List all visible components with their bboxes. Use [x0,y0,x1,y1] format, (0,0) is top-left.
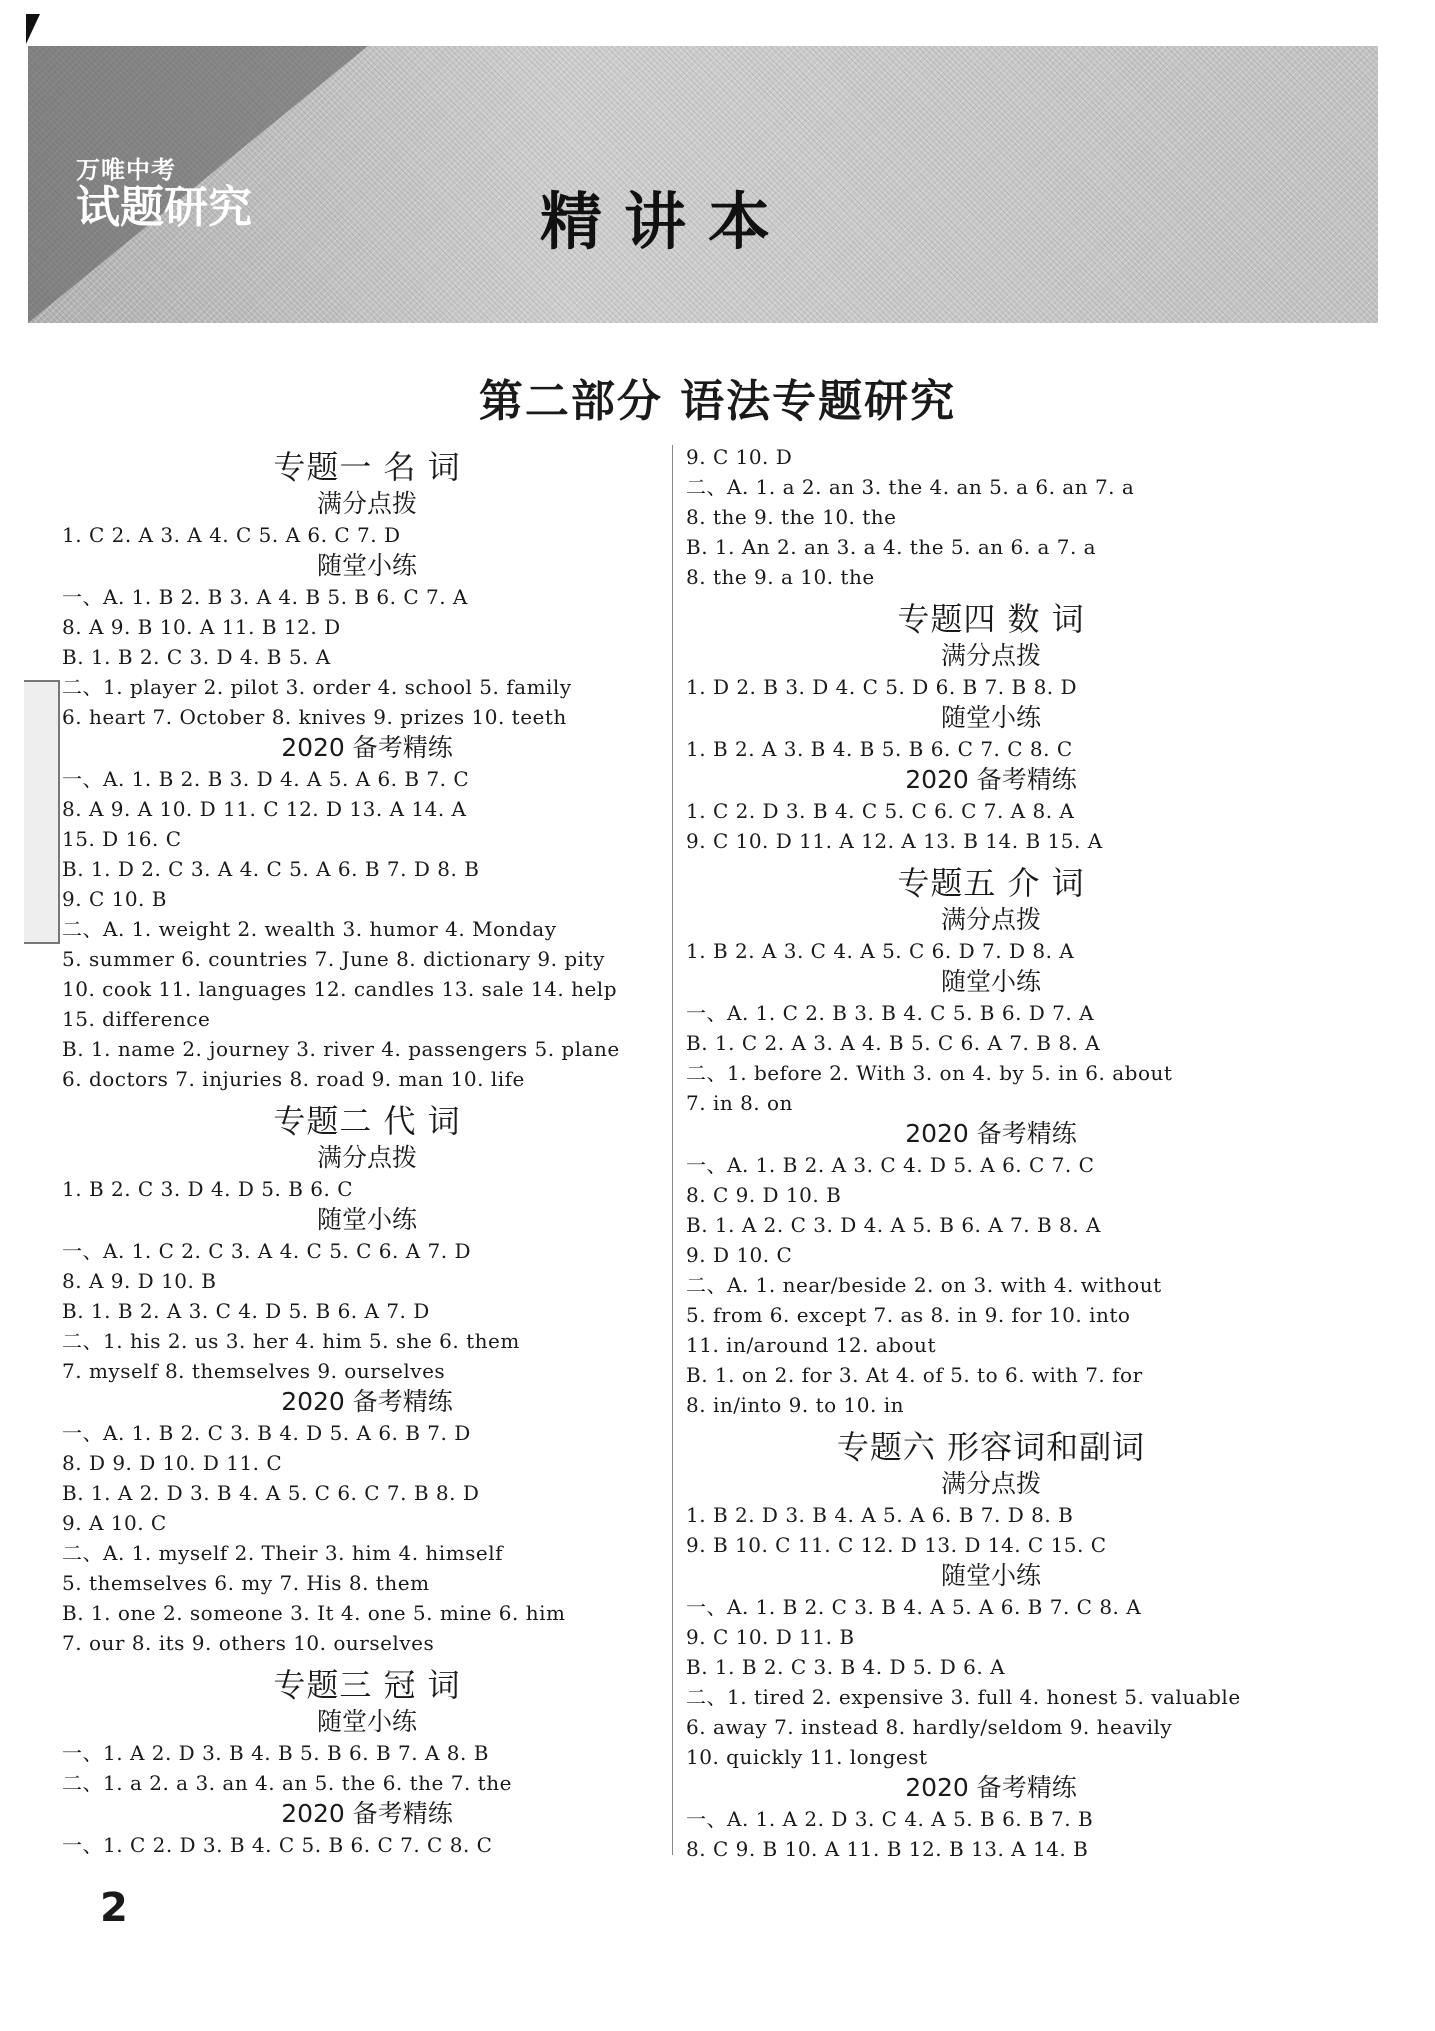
answer-line: B. 1. B 2. C 3. B 4. D 5. D 6. A [686,1655,1006,1679]
answer-line: 8. A 9. D 10. B [62,1269,217,1293]
answer-line: 8. D 9. D 10. D 11. C [62,1451,283,1475]
section-heading: 2020 备考精练 [905,765,1077,794]
answer-line: B. 1. B 2. C 3. D 4. B 5. A [62,645,331,669]
section-heading: 满分点拨 [940,641,1041,670]
answer-line: 一、1. A 2. D 3. B 4. B 5. B 6. B 7. A 8. B [62,1741,489,1765]
answer-line: 1. B 2. A 3. C 4. A 5. C 6. D 7. D 8. A [686,939,1075,963]
answer-line: 一、A. 1. C 2. C 3. A 4. C 5. C 6. A 7. D [62,1239,472,1263]
answer-line: 8. A 9. A 10. D 11. C 12. D 13. A 14. A [62,797,467,821]
answer-line: 1. B 2. C 3. D 4. D 5. B 6. C [62,1177,353,1201]
answer-line: 1. C 2. A 3. A 4. C 5. A 6. C 7. D [62,523,401,547]
answer-line: 二、A. 1. myself 2. Their 3. him 4. himself [62,1541,504,1565]
answer-line: 6. away 7. instead 8. hardly/seldom 9. heavily [686,1715,1173,1739]
answer-line: 一、A. 1. C 2. B 3. B 4. C 5. B 6. D 7. A [686,1001,1095,1025]
section-heading: 随堂小练 [940,703,1041,732]
section-heading: 2020 备考精练 [905,1773,1077,1802]
section-heading: 随堂小练 [940,1561,1041,1590]
topic-heading: 专题一 名 词 [273,448,461,486]
answer-line: 二、1. before 2. With 3. on 4. by 5. in 6. about [686,1061,1173,1085]
answer-line: 9. C 10. D 11. B [686,1625,855,1649]
section-heading: 2020 备考精练 [281,733,453,762]
answer-line: B. 1. one 2. someone 3. It 4. one 5. mine 6. him [62,1601,566,1625]
topic-heading: 专题五 介 词 [897,864,1085,902]
corner-mark [26,14,40,44]
answer-line: 9. C 10. B [62,887,167,911]
logo-title: 试题研究 [76,182,252,233]
section-heading: 满分点拨 [316,1143,417,1172]
answer-line: 9. C 10. D [686,445,793,469]
answer-line: 9. B 10. C 11. C 12. D 13. D 14. C 15. C [686,1533,1107,1557]
part-title: 第二部分 语法专题研究 [478,376,957,427]
answer-line: 一、A. 1. A 2. D 3. C 4. A 5. B 6. B 7. B [686,1807,1094,1831]
topic-heading: 专题六 形容词和副词 [836,1428,1146,1466]
answer-line: 9. D 10. C [686,1243,793,1267]
answer-line: B. 1. A 2. C 3. D 4. A 5. B 6. A 7. B 8. A [686,1213,1101,1237]
answer-line: 7. our 8. its 9. others 10. ourselves [62,1631,435,1655]
section-heading: 2020 备考精练 [281,1799,453,1828]
answer-line: 6. heart 7. October 8. knives 9. prizes 10. teeth [62,705,567,729]
banner-title: 精讲本 [540,185,793,258]
answer-line: 15. difference [62,1007,211,1031]
answer-line: 7. myself 8. themselves 9. ourselves [62,1359,446,1383]
answer-line: 二、A. 1. weight 2. wealth 3. humor 4. Monday [62,917,557,941]
column-divider [672,445,673,1855]
answer-line: 一、A. 1. B 2. B 3. A 4. B 5. B 6. C 7. A [62,585,468,609]
section-heading: 随堂小练 [316,551,417,580]
answer-line: 二、A. 1. near/beside 2. on 3. with 4. without [686,1273,1162,1297]
answer-line: 5. summer 6. countries 7. June 8. dictionary 9. pity [62,947,605,971]
section-heading: 2020 备考精练 [905,1119,1077,1148]
answer-line: 8. C 9. B 10. A 11. B 12. B 13. A 14. B [686,1837,1089,1861]
answer-line: B. 1. B 2. A 3. C 4. D 5. B 6. A 7. D [62,1299,430,1323]
answer-line: B. 1. An 2. an 3. a 4. the 5. an 6. a 7. a [686,535,1097,559]
section-heading: 满分点拨 [940,905,1041,934]
answer-line: 二、1. his 2. us 3. her 4. him 5. she 6. them [62,1329,520,1353]
answer-line: 9. C 10. D 11. A 12. A 13. B 14. B 15. A [686,829,1103,853]
answer-line: 1. B 2. A 3. B 4. B 5. B 6. C 7. C 8. C [686,737,1073,761]
answer-line: B. 1. C 2. A 3. A 4. B 5. C 6. A 7. B 8. A [686,1031,1101,1055]
answer-line: 6. doctors 7. injuries 8. road 9. man 10. life [62,1067,525,1091]
answer-line: 1. C 2. D 3. B 4. C 5. C 6. C 7. A 8. A [686,799,1075,823]
topic-heading: 专题二 代 词 [273,1102,461,1140]
answer-line: 二、A. 1. a 2. an 3. the 4. an 5. a 6. an 7. a [686,475,1135,499]
answer-line: B. 1. A 2. D 3. B 4. A 5. C 6. C 7. B 8. D [62,1481,480,1505]
answer-line: 1. D 2. B 3. D 4. C 5. D 6. B 7. B 8. D [686,675,1078,699]
answer-line: 5. themselves 6. my 7. His 8. them [62,1571,430,1595]
section-heading: 满分点拨 [316,489,417,518]
answer-line: B. 1. on 2. for 3. At 4. of 5. to 6. with 7. for [686,1363,1143,1387]
answer-line: 一、1. C 2. D 3. B 4. C 5. B 6. C 7. C 8. C [62,1833,493,1857]
side-tab [24,680,60,944]
page-number: 2 [100,1885,128,1931]
topic-heading: 专题三 冠 词 [273,1666,461,1704]
answer-line: 8. in/into 9. to 10. in [686,1393,904,1417]
brand-logo [76,150,252,231]
answer-line: B. 1. D 2. C 3. A 4. C 5. A 6. B 7. D 8. B [62,857,480,881]
topic-heading: 专题四 数 词 [897,600,1085,638]
answer-line: 二、1. tired 2. expensive 3. full 4. honest 5. valuable [686,1685,1241,1709]
section-heading: 2020 备考精练 [281,1387,453,1416]
answer-line: 9. A 10. C [62,1511,167,1535]
section-heading: 满分点拨 [940,1469,1041,1498]
right-column [686,442,1296,1864]
answer-line: 一、A. 1. B 2. B 3. D 4. A 5. A 6. B 7. C [62,767,470,791]
answer-line: B. 1. name 2. journey 3. river 4. passengers 5. plane [62,1037,620,1061]
logo-subtitle: 万唯中考 [76,156,176,184]
answer-line: 一、A. 1. B 2. C 3. B 4. A 5. A 6. B 7. C 8. A [686,1595,1142,1619]
answer-line: 15. D 16. C [62,827,182,851]
answer-line: 一、A. 1. B 2. C 3. B 4. D 5. A 6. B 7. D [62,1421,471,1445]
answer-line: 5. from 6. except 7. as 8. in 9. for 10. into [686,1303,1131,1327]
answer-line: 1. B 2. D 3. B 4. A 5. A 6. B 7. D 8. B [686,1503,1074,1527]
answer-line: 一、A. 1. B 2. A 3. C 4. D 5. A 6. C 7. C [686,1153,1095,1177]
answer-line: 10. cook 11. languages 12. candles 13. sale 14. help [62,977,618,1001]
left-column [62,440,672,1860]
section-heading: 随堂小练 [316,1205,417,1234]
answer-line: 8. the 9. the 10. the [686,505,897,529]
answer-line: 二、1. player 2. pilot 3. order 4. school 5. family [62,675,572,699]
answer-line: 二、1. a 2. a 3. an 4. an 5. the 6. the 7. the [62,1771,512,1795]
answer-line: 8. the 9. a 10. the [686,565,875,589]
answer-line: 7. in 8. on [686,1091,793,1115]
section-heading: 随堂小练 [940,967,1041,996]
answer-line: 10. quickly 11. longest [686,1745,928,1769]
answer-line: 8. A 9. B 10. A 11. B 12. D [62,615,341,639]
answer-line: 11. in/around 12. about [686,1333,936,1357]
section-heading: 随堂小练 [316,1707,417,1736]
answer-line: 8. C 9. D 10. B [686,1183,842,1207]
